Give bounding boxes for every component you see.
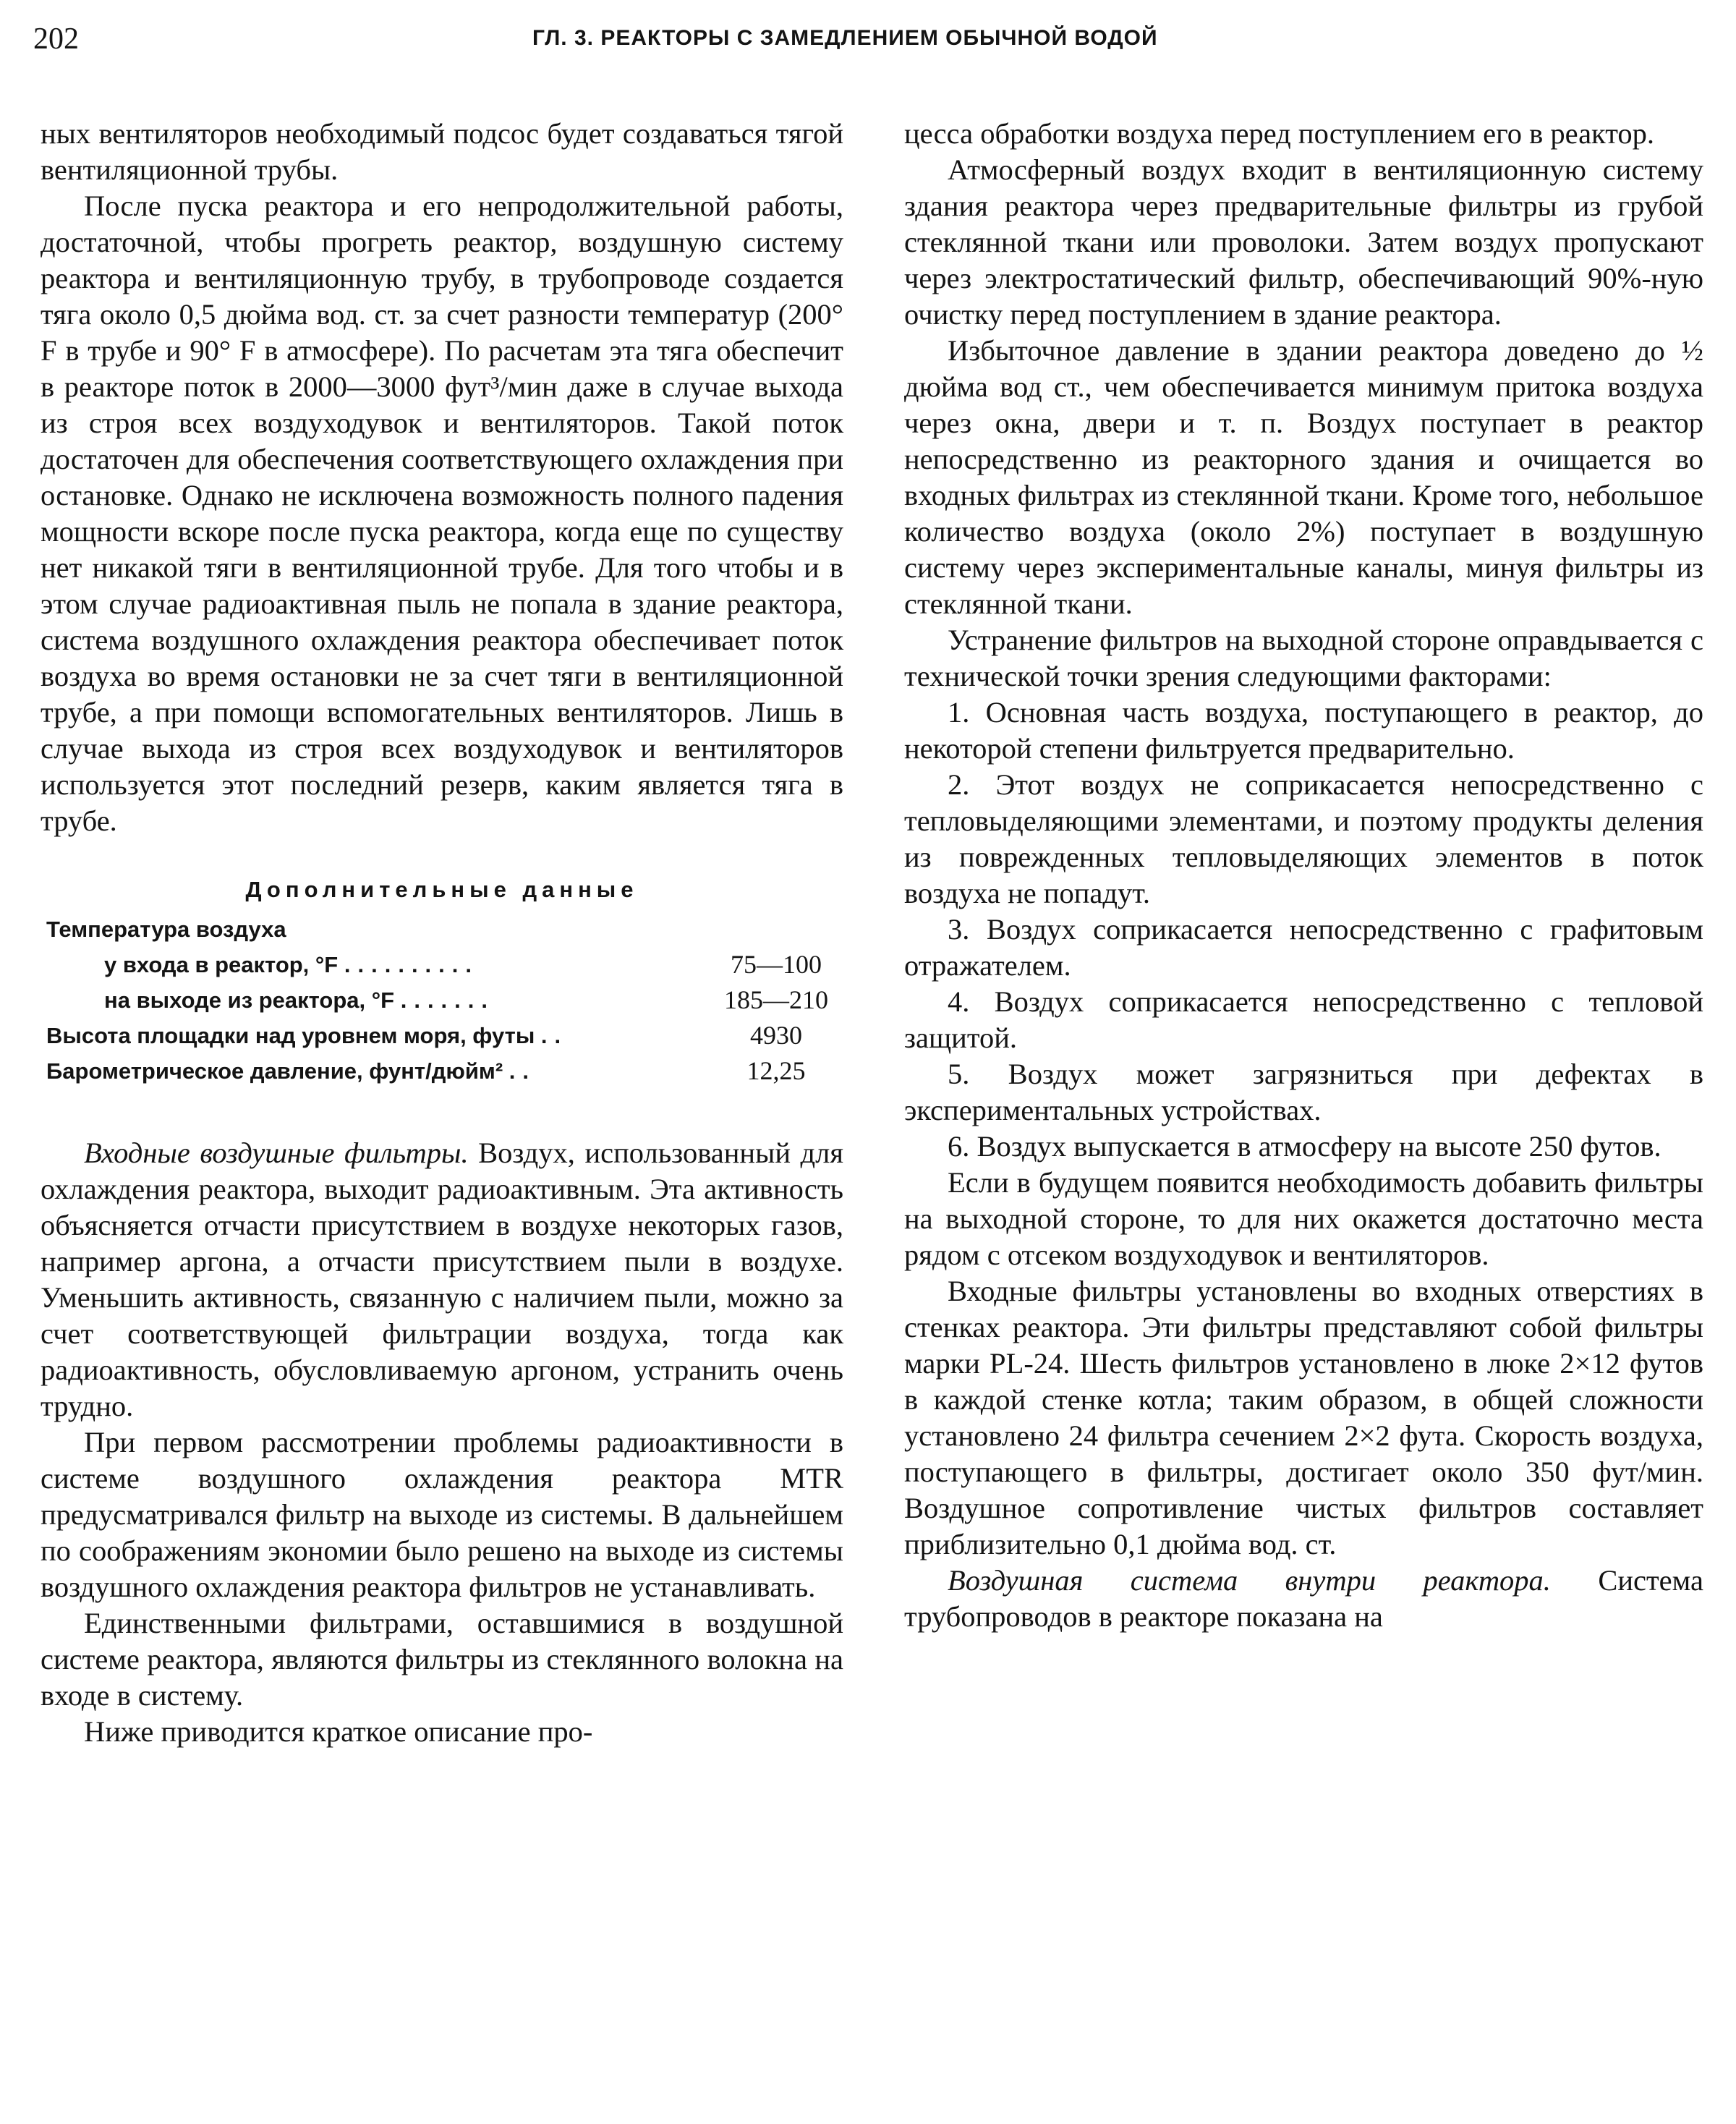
list-item: 3. Воздух соприкасается непосредственно с графитовым отражателем. — [904, 913, 1703, 982]
extra-data-row — [41, 982, 843, 1018]
list-item: 6. Воздух выпускается в атмосферу на высоте 250 футов. — [948, 1130, 1661, 1163]
extra-data-title: Дополнительные данные — [245, 877, 639, 902]
extra-data-label: Барометрическое давление, фунт/дюйм² — [46, 1058, 503, 1084]
paragraph: цесса обработки воздуха перед поступлением его в реактор. — [904, 117, 1654, 150]
extra-data-row — [41, 1018, 843, 1053]
leader-dots: .. — [509, 1058, 537, 1084]
extra-data-value: 75—100 — [731, 950, 822, 979]
paragraph: Воздушная система внутри реактора. Система трубопроводов в реакторе показана на — [904, 1564, 1703, 1633]
factor-list — [904, 694, 1703, 1165]
extra-data-value: 12,25 — [746, 1056, 806, 1085]
paragraph: Входные воздушные фильтры. Воздух, использованный для охлаждения реактора, выходит радиоактивным. Эта активность объясняется отчасти присутствием в воздухе некоторых газов, например аргона, а отчасти присутствием пыли в воздухе. Уменьшить активность, связанную с наличием пыли, можно за счет соответствующей фильтрации воздуха, тогда как радиоактивность, обусловливаемую аргоном, устранить очень трудно. — [41, 1137, 843, 1422]
extra-data-row — [41, 1053, 843, 1089]
list-item: 4. Воздух соприкасается непосредственно с тепловой защитой. — [904, 985, 1703, 1054]
paragraph: Ниже приводится краткое описание про- — [84, 1715, 593, 1748]
paragraph: Устранение фильтров на выходной стороне оправдывается с технической точки зрения следующими факторами: — [904, 624, 1703, 692]
paragraph: ных вентиляторов необходимый подсос будет создаваться тягой вентиляционной трубы. — [41, 117, 843, 186]
leader-dots: .. — [540, 1023, 569, 1048]
paragraph: Избыточное давление в здании реактора доведено до ½ дюйма вод ст., чем обеспечивается минимум притока воздуха через окна, двери и т. п. Воздух поступает в реактор непосредственно из реакторного здания и очищается во входных фильтрах из стеклянной ткани. Кроме того, небольшое количество воздуха (около 2%) поступает в воздушную систему через экспериментальные каналы, минуя фильтры из стеклянной ткани. — [904, 334, 1703, 620]
extra-data-label: Высота площадки над уровнем моря, футы — [46, 1023, 535, 1048]
paragraph: При первом рассмотрении проблемы радиоактивности в системе воздушного охлаждения реактора MTR предусматривался фильтр на выходе из системы. В дальнейшем по соображениям экономии было решено на выходе из системы воздушного охлаждения реактора фильтров не устанавливать. — [41, 1426, 843, 1603]
section-heading: Входные воздушные фильтры. — [84, 1137, 469, 1169]
paragraph: Входные фильтры установлены во входных отверстиях в стенках реактора. Эти фильтры представляют собой фильтры марки PL-24. Шесть фильтров установлено в люке 2×12 футов в каждой стенке котла; таким образом, в общей сложности установлено 24 фильтра сечением 2×2 фута. Скорость воздуха, поступающего в фильтры, достигает около 350 фут/мин. Воздушное сопротивление чистых фильтров составляет приблизительно 0,1 дюйма вод. ст. — [904, 1275, 1703, 1560]
paragraph: Единственными фильтрами, оставшимися в воздушной системе реактора, являются фильтры из стеклянного волокна на входе в систему. — [41, 1607, 843, 1712]
page-number: 202 — [33, 22, 79, 56]
left-column — [41, 116, 843, 1750]
section-heading: Воздушная система внутри реактора. — [948, 1564, 1551, 1597]
extra-data-table — [41, 877, 843, 1089]
running-head: ГЛ. 3. РЕАКТОРЫ С ЗАМЕДЛЕНИЕМ ОБЫЧНОЙ ВОДОЙ — [532, 26, 1158, 50]
extra-data-label: у входа в реактор, °F — [104, 952, 339, 977]
extra-data-row — [41, 947, 843, 982]
extra-data-value: 4930 — [750, 1021, 802, 1050]
extra-data-label: Температура воздуха — [46, 917, 286, 942]
list-item: 1. Основная часть воздуха, поступающего в реактор, до некоторой степени фильтруется предварительно. — [904, 696, 1703, 765]
extra-data-value: 185—210 — [724, 985, 828, 1014]
paragraph: Атмосферный воздух входит в вентиляционную систему здания реактора через предварительные фильтры из грубой стеклянной ткани или проволоки. Затем воздух пропускают через электростатический фильтр, обеспечивающий 90%-ную очистку перед поступлением в здание реактора. — [904, 153, 1703, 331]
page-header — [33, 22, 1703, 72]
extra-data-row — [41, 912, 843, 947]
extra-data-label: на выходе из реактора, °F — [104, 987, 395, 1013]
leader-dots: ....... — [400, 987, 495, 1013]
list-item: 2. Этот воздух не соприкасается непосредственно с тепловыделяющими элементами, и поэтому продукты деления из поврежденных тепловыделяющих элементов в поток воздуха не попадут. — [904, 768, 1703, 909]
leader-dots: .......... — [344, 952, 480, 977]
list-item: 5. Воздух может загрязниться при дефектах в экспериментальных устройствах. — [904, 1058, 1703, 1126]
right-column — [904, 116, 1703, 1635]
paragraph: После пуска реактора и его непродолжительной работы, достаточной, чтобы прогреть реактор, воздушную систему реактора и вентиляционную трубу, в трубопроводе создается тяга около 0,5 дюйма вод. ст. за счет разности температур (200° F в трубе и 90° F в атмосфере). По расчетам эта тяга обеспечит в реакторе поток в 2000—3000 фут³/мин даже в случае выхода из строя всех воздуходувок и вентиляторов. Такой поток достаточен для обеспечения соответствующего охлаждения при остановке. Однако не исключена возможность полного падения мощности вскоре после пуска реактора, когда еще по существу нет никакой тяги в вентиляционной трубе. Для того чтобы и в этом случае радиоактивная пыль не попала в здание реактора, система воздушного охлаждения реактора обеспечивает поток воздуха во время остановки не за счет тяги в вентиляционной трубе, а при помощи вспомогательных вентиляторов. Лишь в случае выхода из строя всех воздуходувок и вентиляторов используется этот последний резерв, каким является тяга в трубе. — [41, 190, 843, 837]
paragraph: Если в будущем появится необходимость добавить фильтры на выходной стороне, то для них окажется достаточно места рядом с отсеком воздуходувок и вентиляторов. — [904, 1166, 1703, 1271]
